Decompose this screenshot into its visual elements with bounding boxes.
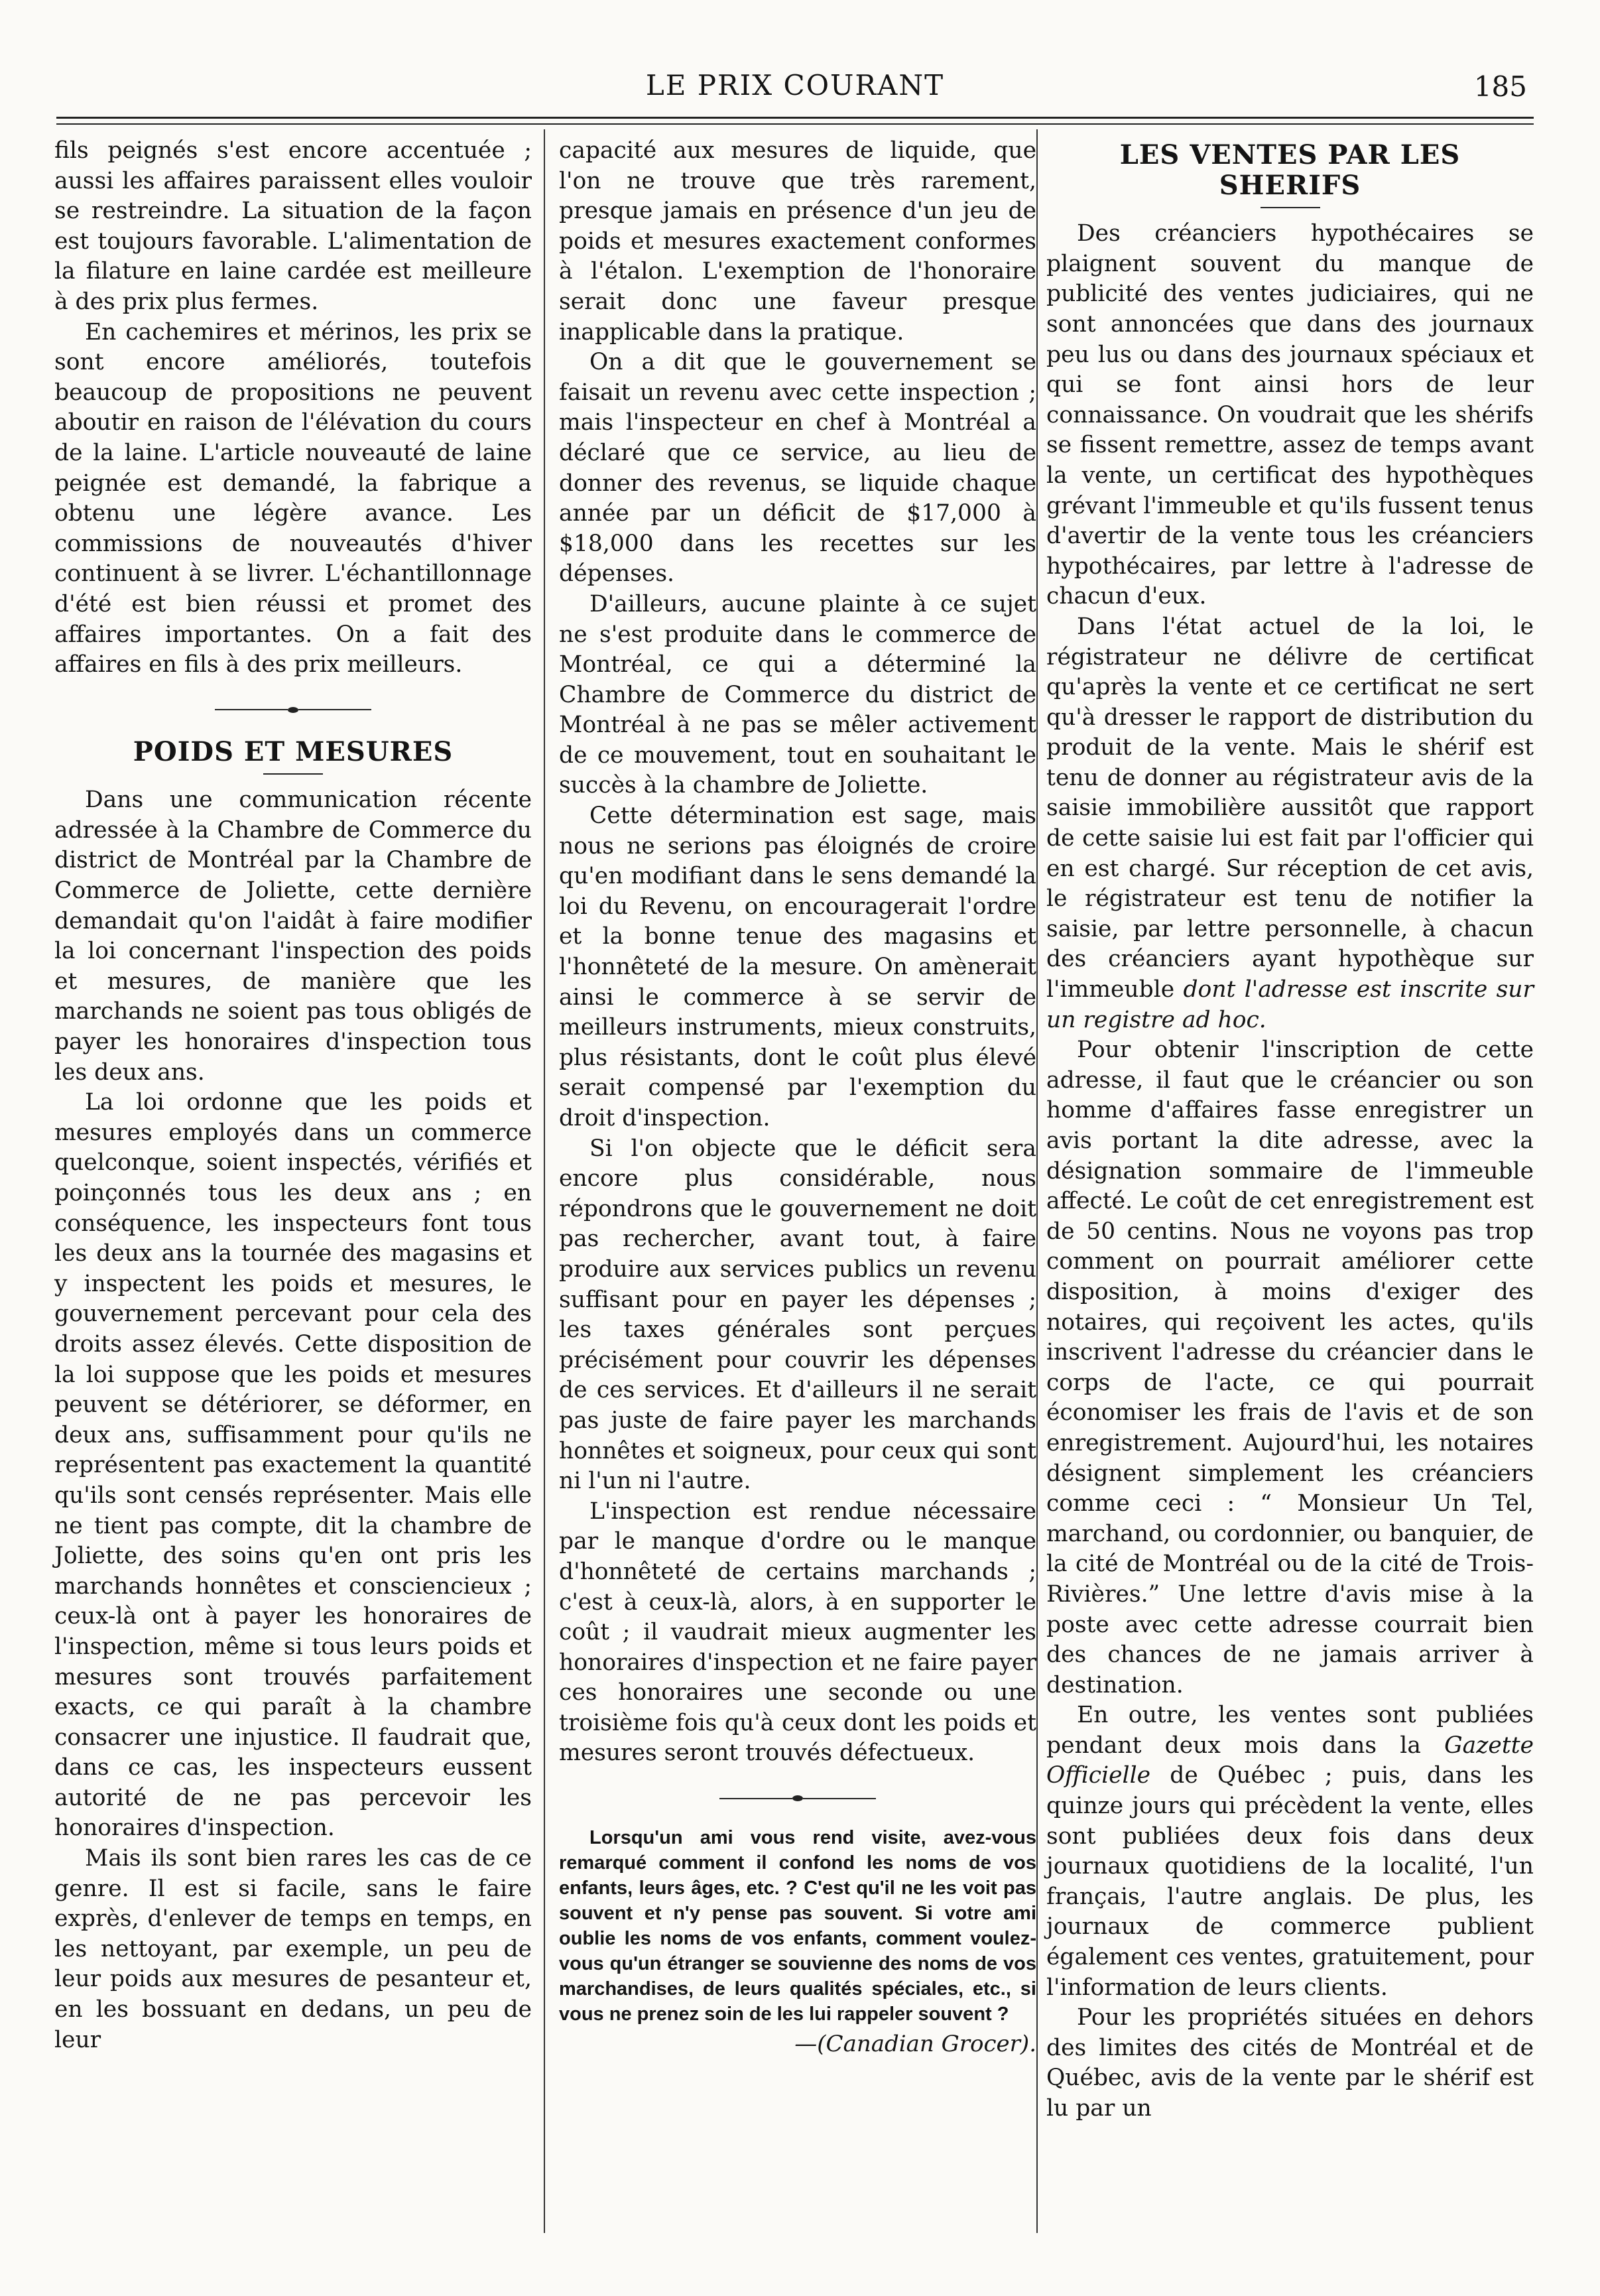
col2-paragraph-3: D'ailleurs, aucune plainte à ce sujet ne s'est produite dans le commerce de Montréal, ce qui a déterminé la Chambre de Commerce du district de Montréal à ne pas se mêler activement de ce mouvement, tout en souhaitant le succès à la chambre de Joliette. xyxy=(559,590,1036,799)
col3-p2-text: Dans l'état actuel de la loi, le régistrateur ne délivre de certificat qu'après la vente et ce certificat ne sert qu'à dresser le rapport de distribution du produit de la vente. Mais le shérif est tenu de donner au régistrateur avis de la saisie immobilière aussitôt que rapport de cette saisie lui est fait par l'officier qui en est chargé. Sur réception de cet avis, le régistrateur est tenu de notifier la saisie, par lettre personnelle, à chacun des créanciers ayant hypothèque sur l'immeuble xyxy=(1046,613,1534,1003)
col1-paragraph-1: fils peignés s'est encore accentuée ; aussi les affaires paraissent elles vouloir se restreindre. La situation de la façon est toujours favorable. L'alimentation de la filature en laine cardée est meilleure à des prix plus fermes. xyxy=(54,137,532,315)
advertising-note: Lorsqu'un ami vous rend visite, avez-vous remarqué comment il confond les noms de vos enfants, leurs âges, etc. ? C'est qu'il ne les voit pas souvent et n'y pense pas souvent. Si votre ami oublie les noms de vos enfants, comment voulez-vous qu'un étranger se souvienne des noms de vos marchandises, de leurs qualités spéciales, etc., si vous ne prenez soin de les lui rappeler souvent ? xyxy=(559,1827,1036,2025)
title-rule-2 xyxy=(1261,207,1320,208)
col2-paragraph-2: On a dit que le gouvernement se faisait un revenu avec cette inspection ; mais l'inspecteur en chef à Montréal a déclaré que ce service, au lieu de donner des revenus, se liquide chaque année par un déficit de $17,000 à $18,000 dans les recettes sur les dépenses. xyxy=(559,349,1036,588)
col3-p4-text-a: En outre, les ventes sont publiées pendant deux mois dans la xyxy=(1046,1702,1534,1759)
column-3 xyxy=(1046,136,1534,2124)
col3-p4-text-b: de Québec ; puis, dans les quinze jours qui précèdent la vente, elles sont publiées deux fois dans deux journaux quotidiens de la localité, l'un français, l'autre anglais. De plus, les journaux de commerce publient également ces ventes, gratuitement, pour l'information de leurs clients. xyxy=(1046,1762,1534,2001)
header-rule-top xyxy=(56,117,1534,119)
col2-paragraph-4: Cette détermination est sage, mais nous ne serions pas éloignés de croire qu'en modifiant dans le sens demandé la loi du Revenu, on encouragerait l'ordre et la bonne tenue des magasins et l'honnêteté de la mesure. On amènerait ainsi le commerce à se servir de meilleurs instruments, mieux construits, plus résistants, dont le coût plus élevé serait compensé par l'exemption du droit d'inspection. xyxy=(559,802,1036,1131)
col3-paragraph-5: Pour les propriétés situées en dehors des limites des cités de Montréal et de Québec, avis de la vente par le shérif est lu par un xyxy=(1046,2004,1534,2122)
col1-paragraph-5: Mais ils sont bien rares les cas de ce genre. Il est si facile, sans le faire exprès, d'enlever de temps en temps, en les nettoyant, par exemple, un peu de leur poids aux mesures de pesanteur et, en les bossuant en dedans, un peu de leur xyxy=(54,1845,532,2053)
col1-paragraph-2: En cachemires et mérinos, les prix se sont encore améliorés, toutefois beaucoup de propositions ne peuvent aboutir en raison de l'élévation du cours de la laine. L'article nouveauté de laine peignée est demandé, la fabrique a obtenu une légère avance. Les commissions de nouveautés d'hiver continuent à se livrer. L'échantillonnage d'été est bien réussi et promet des affaires importantes. On a fait des affaires en fils à des prix meilleurs. xyxy=(54,318,532,678)
col3-p4-gazette: Gazette Officielle xyxy=(1046,1732,1534,1789)
section-title-ventes-sherifs: LES VENTES PAR LES SHERIFS xyxy=(1119,139,1461,201)
column-divider-2 xyxy=(1036,129,1038,2233)
note-ornament xyxy=(559,1795,1036,1801)
col3-paragraph-4 xyxy=(1046,1700,1534,2003)
col3-paragraph-3: Pour obtenir l'inscription de cette adresse, il faut que le créancier ou son homme d'affaires fasse enregistrer un avis portant la dite adresse, avec la désignation sommaire de l'immeuble affecté. Le coût de cet enregistrement est de 50 centins. Nous ne voyons pas trop comment on pourrait améliorer cette disposition, à moins d'exiger des notaires, qui reçoivent les actes, qu'ils inscrivent l'adresse du créancier dans le corps de l'acte, ce qui pourrait économiser les frais de l'avis et de son enregistrement. Aujourd'hui, les notaires désignent simplement les créanciers comme ceci : “ Monsieur Un Tel, marchand, ou cordonnier, ou banquier, de la cité de Montréal ou de la cité de Trois-Rivières.” Une lettre d'avis mise à la poste avec cette adresse courrait bien des chances de ne jamais arriver à destination. xyxy=(1046,1037,1534,1698)
col1-paragraph-3: Dans une communication récente adressée à la Chambre de Commerce du district de Montréal par la Chambre de Commerce de Joliette, cette dernière demandait qu'on l'aidât à faire modifier la loi concernant l'inspection des poids et mesures, de manière que les marchands ne soient pas tous obligés de payer les honoraires d'inspection tous les deux ans. xyxy=(54,787,532,1086)
page-number: 185 xyxy=(1473,70,1527,103)
column-1 xyxy=(54,136,532,2055)
col3-paragraph-2 xyxy=(1046,612,1534,1035)
note-credit: —(Canadian Grocer). xyxy=(794,2031,1036,2058)
column-2 xyxy=(559,136,1036,2060)
running-title: LE PRIX COURANT xyxy=(645,69,945,101)
col2-paragraph-1: capacité aux mesures de liquide, que l'on ne trouve que très rarement, presque jamais en présence d'un jeu de poids et mesures exactement conformes à l'étalon. L'exemption de l'honoraire serait donc une faveur presque inapplicable dans la pratique. xyxy=(559,137,1036,346)
section-title-poids-et-mesures: POIDS ET MESURES xyxy=(133,735,454,767)
title-rule xyxy=(263,773,323,775)
column-divider-1 xyxy=(544,129,545,2233)
col2-paragraph-5: Si l'on objecte que le déficit sera encore plus considérable, nous répondrons que le gouvernement ne doit pas rechercher, avant tout, à faire produire aux services publics un revenu suffisant pour en payer les dépenses ; les taxes générales sont perçues précisément pour couvrir les dépenses de ces services. Et d'ailleurs il ne serait pas juste de faire payer les marchands honnêtes et soigneux, pour ceux qui sont ni l'un ni l'autre. xyxy=(559,1135,1036,1495)
col1-paragraph-4: La loi ordonne que les poids et mesures employés dans un commerce quelconque, soient inspectés, vérifiés et poinçonnés tous les deux ans ; en conséquence, les inspecteurs font tous les deux ans la tournée des magasins et y inspectent les poids et mesures, le gouvernement percevant pour cela des droits assez élevés. Cette disposition de la loi suppose que les poids et mesures peuvent se détériorer, se déformer, en deux ans, suffisamment pour qu'ils ne représentent pas exactement la quantité qu'ils sont censés représenter. Mais elle ne tient pas compte, dit la chambre de Joliette, des soins qu'en ont pris les marchands honnêtes et consciencieux ; ceux-là ont à payer les honoraires de l'inspection, même si tous leurs poids et mesures sont trouvés parfaitement exacts, ce qui paraît à la chambre consacrer une injustice. Il faudrait que, dans ce cas, les inspecteurs eussent autorité de ne pas percevoir les honoraires d'inspection. xyxy=(54,1089,532,1842)
header-rule-bottom xyxy=(56,123,1534,125)
col3-paragraph-1: Des créanciers hypothécaires se plaignent souvent du manque de publicité des ventes judiciaires, qui ne sont annoncées que dans des journaux peu lus ou dans des journaux spéciaux et qui se font ainsi hors de leur connaissance. On voudrait que les shérifs se fissent remettre, assez de temps avant la vente, un certificat des hypothèques grévant l'immeuble et qu'ils fussent tenus d'avertir de la vente tous les créanciers hypothécaires, par lettre à l'adresse de chacun d'eux. xyxy=(1046,220,1534,610)
col2-paragraph-6: L'inspection est rendue nécessaire par le manque d'ordre ou le manque d'honnêteté de certains marchands ; c'est à ceux-là, alors, à en supporter le coût ; il vaudrait mieux augmenter les honoraires d'inspection et ne faire payer ces honoraires une seconde ou une troisième fois qu'à ceux dont les poids et mesures seront trouvés défectueux. xyxy=(559,1498,1036,1767)
section-ornament xyxy=(54,707,532,713)
page-header xyxy=(56,65,1534,111)
col3-p2-italic: dont l'adresse est inscrite sur un registre ad hoc. xyxy=(1046,976,1534,1033)
